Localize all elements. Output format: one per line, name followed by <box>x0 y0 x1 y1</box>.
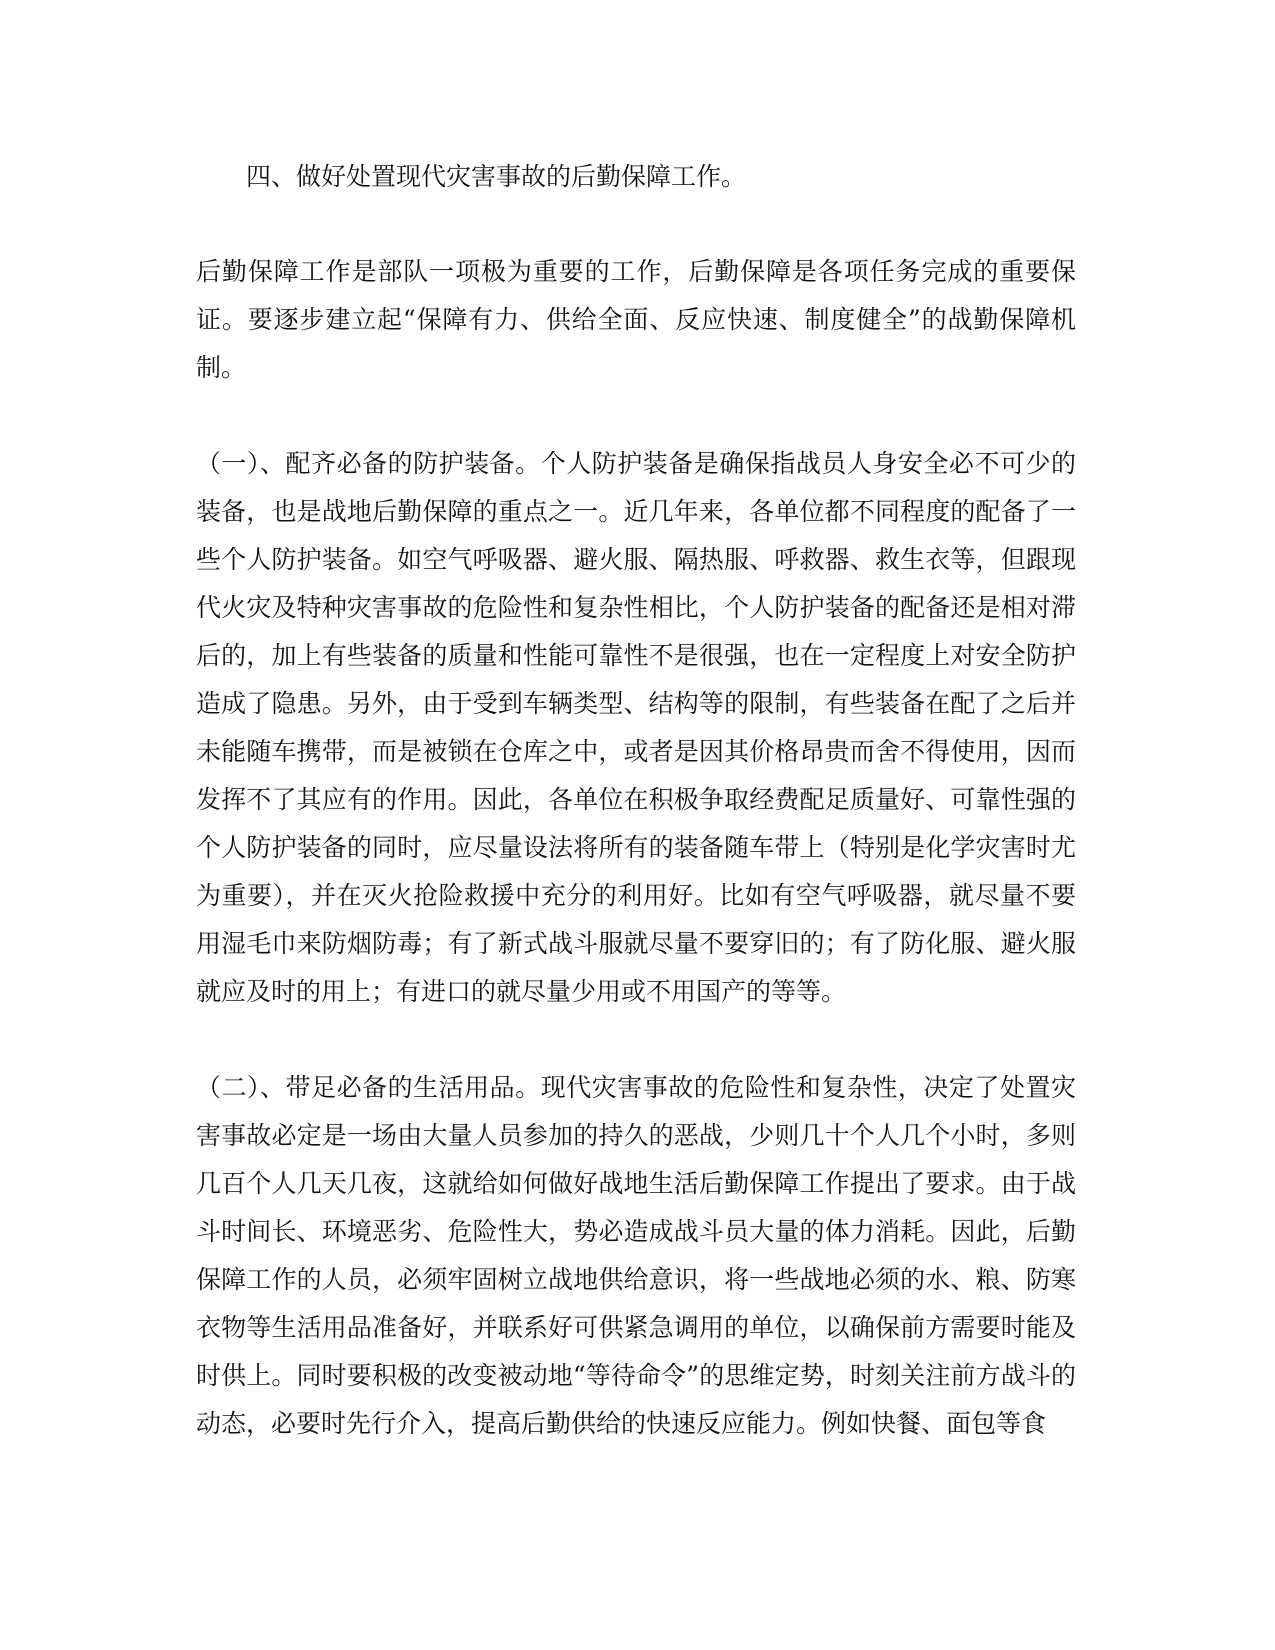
paragraph-intro: 后勤保障工作是部队一项极为重要的工作，后勤保障是各项任务完成的重要保证。要逐步建立起“保障有力、供给全面、反应快速、制度健全”的战勤保障机制。 <box>196 257 1076 382</box>
paragraph-living-supplies: （二）、带足必备的生活用品。现代灾害事故的危险性和复杂性，决定了处置灾害事故必定是一场由大量人员参加的持久的恶战，少则几十个人几个小时，多则几百个人几天几夜，这就给如何做好战地生活后勤保障工作提出了要求。由于战斗时间长、环境恶劣、危险性大，势必造成战斗员大量的体力消耗。因此，后勤保障工作的人员，必须牢固树立战地供给意识，将一些战地必须的水、粮、防寒衣物等生活用品准备好，并联系好可供紧急调用的单位，以确保前方需要时能及时供上。同时要积极的改变被动地“等待命令”的思维定势，时刻关注前方战斗的动态，必要时先行介入，提高后勤供给的快速反应能力。例如快餐、面包等食 <box>196 1073 1076 1438</box>
paragraph-protective-equipment: （一）、配齐必备的防护装备。个人防护装备是确保指战员人身安全必不可少的装备，也是战地后勤保障的重点之一。近几年来，各单位都不同程度的配备了一些个人防护装备。如空气呼吸器、避火服、隔热服、呼救器、救生衣等，但跟现代火灾及特种灾害事故的危险性和复杂性相比，个人防护装备的配备还是相对滞后的，加上有些装备的质量和性能可靠性不是很强，也在一定程度上对安全防护造成了隐患。另外，由于受到车辆类型、结构等的限制，有些装备在配了之后并未能随车携带，而是被锁在仓库之中，或者是因其价格昂贵而舍不得使用，因而发挥不了其应有的作用。因此，各单位在积极争取经费配足质量好、可靠性强的个人防护装备的同时，应尽量设法将所有的装备随车带上（特别是化学灾害时尤为重要），并在灭火抢险救援中充分的利用好。比如有空气呼吸器，就尽量不要用湿毛巾来防烟防毒；有了新式战斗服就尽量不要穿旧的；有了防化服、避火服就应及时的用上；有进口的就尽量少用或不用国产的等等。 <box>196 449 1076 1006</box>
document-body <box>196 153 1076 1448</box>
section-heading: 四、做好处置现代灾害事故的后勤保障工作。 <box>246 162 747 191</box>
